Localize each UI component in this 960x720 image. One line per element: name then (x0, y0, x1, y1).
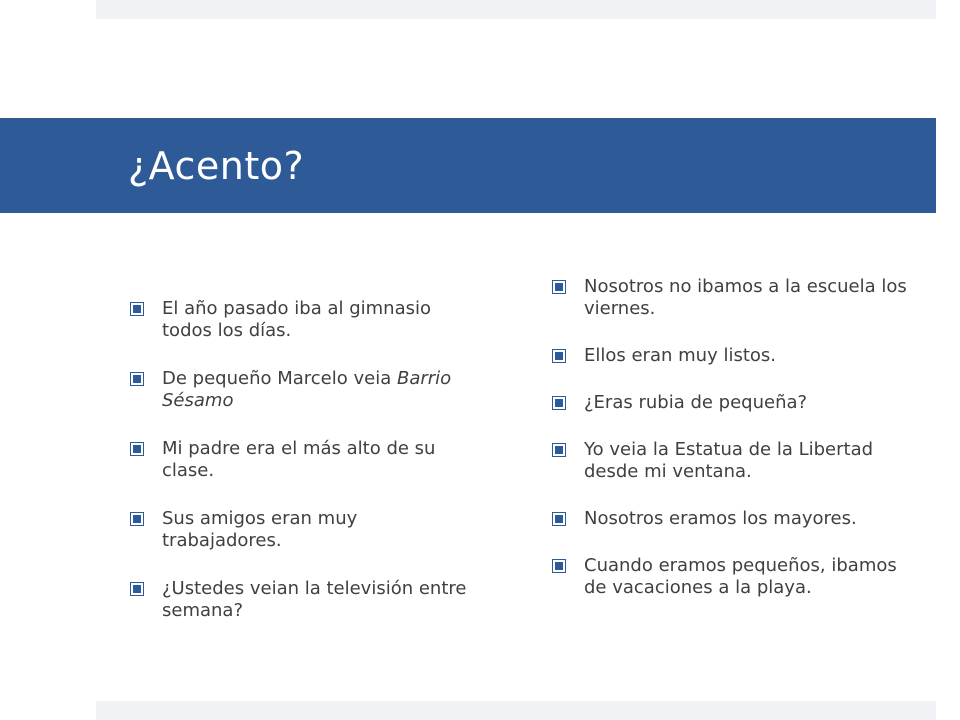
bottom-decor-strip (96, 701, 936, 720)
left-bullet-list (130, 298, 480, 648)
bullet-text: ¿Ustedes veian la televisión entre semana? (162, 578, 467, 621)
bullet-text (162, 368, 480, 412)
list-item (552, 508, 912, 530)
bullet-text-emphasis: Barrio Sésamo (162, 368, 452, 411)
square-bullet-icon (130, 442, 144, 456)
square-bullet-icon (552, 349, 566, 363)
list-item (552, 276, 912, 320)
square-bullet-icon (552, 512, 566, 526)
square-bullet-icon (130, 512, 144, 526)
list-item (130, 508, 480, 552)
list-item (552, 555, 912, 599)
square-bullet-icon (552, 443, 566, 457)
list-item (552, 345, 912, 367)
bullet-text-plain: De pequeño Marcelo veia (162, 368, 397, 389)
list-item (552, 392, 912, 414)
slide-title: ¿Acento? (128, 144, 305, 188)
square-bullet-icon (130, 582, 144, 596)
bullet-text: Mi padre era el más alto de su clase. (162, 438, 436, 481)
list-item (552, 439, 912, 483)
square-bullet-icon (130, 372, 144, 386)
bullet-text: Cuando eramos pequeños, ibamos de vacaciones a la playa. (584, 555, 897, 598)
list-item (130, 438, 480, 482)
list-item (130, 298, 480, 342)
top-decor-strip (96, 0, 936, 19)
square-bullet-icon (130, 302, 144, 316)
bullet-text: Yo veia la Estatua de la Libertad desde mi ventana. (584, 439, 874, 482)
list-item (130, 578, 480, 622)
bullet-text: ¿Eras rubia de pequeña? (584, 392, 808, 413)
right-bullet-list (552, 276, 912, 624)
bullet-text: El año pasado iba al gimnasio todos los días. (162, 298, 432, 341)
bullet-text: Nosotros no ibamos a la escuela los viernes. (584, 276, 907, 319)
square-bullet-icon (552, 559, 566, 573)
bullet-text: Sus amigos eran muy trabajadores. (162, 508, 358, 551)
list-item (130, 368, 480, 412)
square-bullet-icon (552, 280, 566, 294)
bullet-text: Ellos eran muy listos. (584, 345, 776, 366)
bullet-text: Nosotros eramos los mayores. (584, 508, 857, 529)
square-bullet-icon (552, 396, 566, 410)
